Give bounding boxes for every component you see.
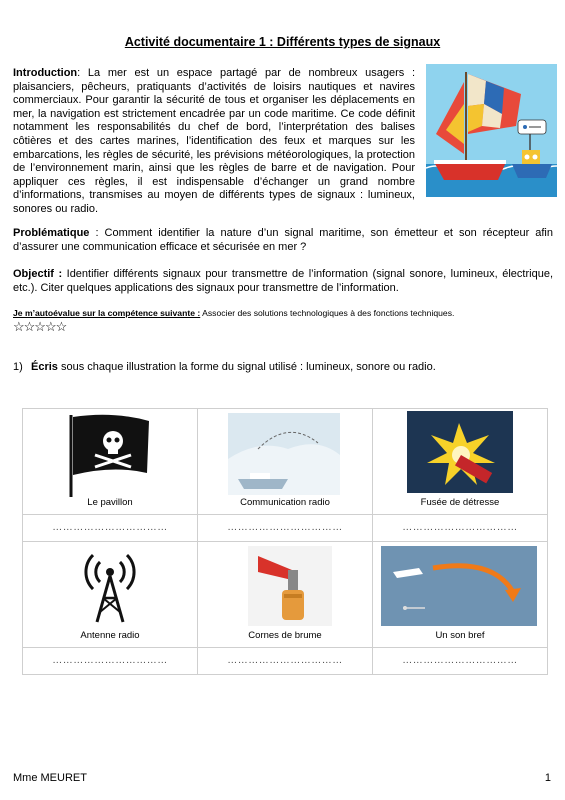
question-text: sous chaque illustration la forme du signal utilisé : lumineux, sonore ou radio. bbox=[57, 361, 436, 373]
introduction-paragraph bbox=[13, 67, 415, 217]
answer-pavillon[interactable]: …………………………… bbox=[23, 515, 198, 542]
caption-communication-radio: Communication radio bbox=[240, 497, 330, 508]
cell-son-bref bbox=[373, 542, 548, 648]
cell-fusee bbox=[373, 409, 548, 515]
sailboats-illustration bbox=[426, 64, 557, 197]
question-verb: Écris bbox=[31, 361, 58, 373]
objectif-text: Identifier différents signaux pour transmettre de l’information (signal sonore, lumineux, électrique, etc.). Citer quelques applications des signaux pour transmettre de l’information. bbox=[13, 268, 553, 294]
self-evaluation-stars[interactable]: ☆☆☆☆☆ bbox=[13, 319, 67, 334]
caption-fusee: Fusée de détresse bbox=[420, 497, 500, 508]
flare-icon bbox=[373, 409, 547, 509]
caption-son-bref: Un son bref bbox=[435, 630, 485, 641]
problematique-label: Problématique bbox=[13, 227, 90, 239]
short-sound-diagram-icon bbox=[373, 542, 547, 642]
caption-pavillon: Le pavillon bbox=[87, 497, 133, 508]
cell-cornes bbox=[198, 542, 373, 648]
question-1 bbox=[13, 361, 436, 373]
competence-text: Associer des solutions technologiques à des fonctions techniques. bbox=[200, 308, 455, 318]
answer-cornes[interactable]: …………………………… bbox=[198, 648, 373, 675]
page-title: Activité documentaire 1 : Différents types de signaux bbox=[124, 35, 441, 49]
introduction-label: Introduction bbox=[13, 67, 78, 79]
answer-communication-radio[interactable]: …………………………… bbox=[198, 515, 373, 542]
objectif-paragraph bbox=[13, 268, 553, 295]
question-number: 1) bbox=[13, 361, 23, 373]
answer-fusee[interactable]: …………………………… bbox=[373, 515, 548, 542]
caption-antenne: Antenne radio bbox=[80, 630, 140, 641]
illustrations-table bbox=[22, 408, 548, 675]
answer-antenne[interactable]: …………………………… bbox=[23, 648, 198, 675]
answer-son-bref[interactable]: …………………………… bbox=[373, 648, 548, 675]
problematique-text: : Comment identifier la nature d’un signal maritime, son émetteur et son récepteur afin d’assurer une communication efficace et sécurisée en mer ? bbox=[13, 227, 553, 253]
competence-label: Je m’autoévalue sur la compétence suivante : bbox=[13, 308, 201, 318]
antenna-icon bbox=[23, 542, 197, 642]
foghorn-icon bbox=[198, 542, 372, 642]
page-number: 1 bbox=[544, 772, 551, 784]
radio-communication-icon bbox=[198, 409, 372, 509]
introduction-text: : La mer est un espace partagé par de nombreux usagers : plaisanciers, pêcheurs, pratiquants d’activités de loisirs nautiques et navires commerciaux. Pour garantir la sécurité de tous et organiser les déplacements en mer, la navigation est strictement encadrée par un code maritime. Ce code définit notamment les responsabilités du chef de bord, l’interprétation des balises côtières et des cartes marines, l’identification des feux et marques sur les embarcations, les règles de sécurité, les prévisions météorologiques, la protection de l’environnement marin, ainsi que les règles de barre et de navigation. Pour appliquer ces règles, il est indispensable d’échanger un grand nombre d’informations, transmises au moyen de différents types de signaux : lumineux, sonores ou radio. bbox=[13, 67, 415, 215]
problematique-paragraph bbox=[13, 227, 553, 254]
cell-pavillon bbox=[23, 409, 198, 515]
competence-line bbox=[13, 308, 553, 319]
cell-antenne bbox=[23, 542, 198, 648]
footer-author: Mme MEURET bbox=[13, 772, 87, 784]
objectif-label: Objectif : bbox=[13, 268, 63, 280]
pirate-flag-icon bbox=[23, 409, 197, 509]
caption-cornes: Cornes de brume bbox=[248, 630, 322, 641]
cell-communication-radio bbox=[198, 409, 373, 515]
